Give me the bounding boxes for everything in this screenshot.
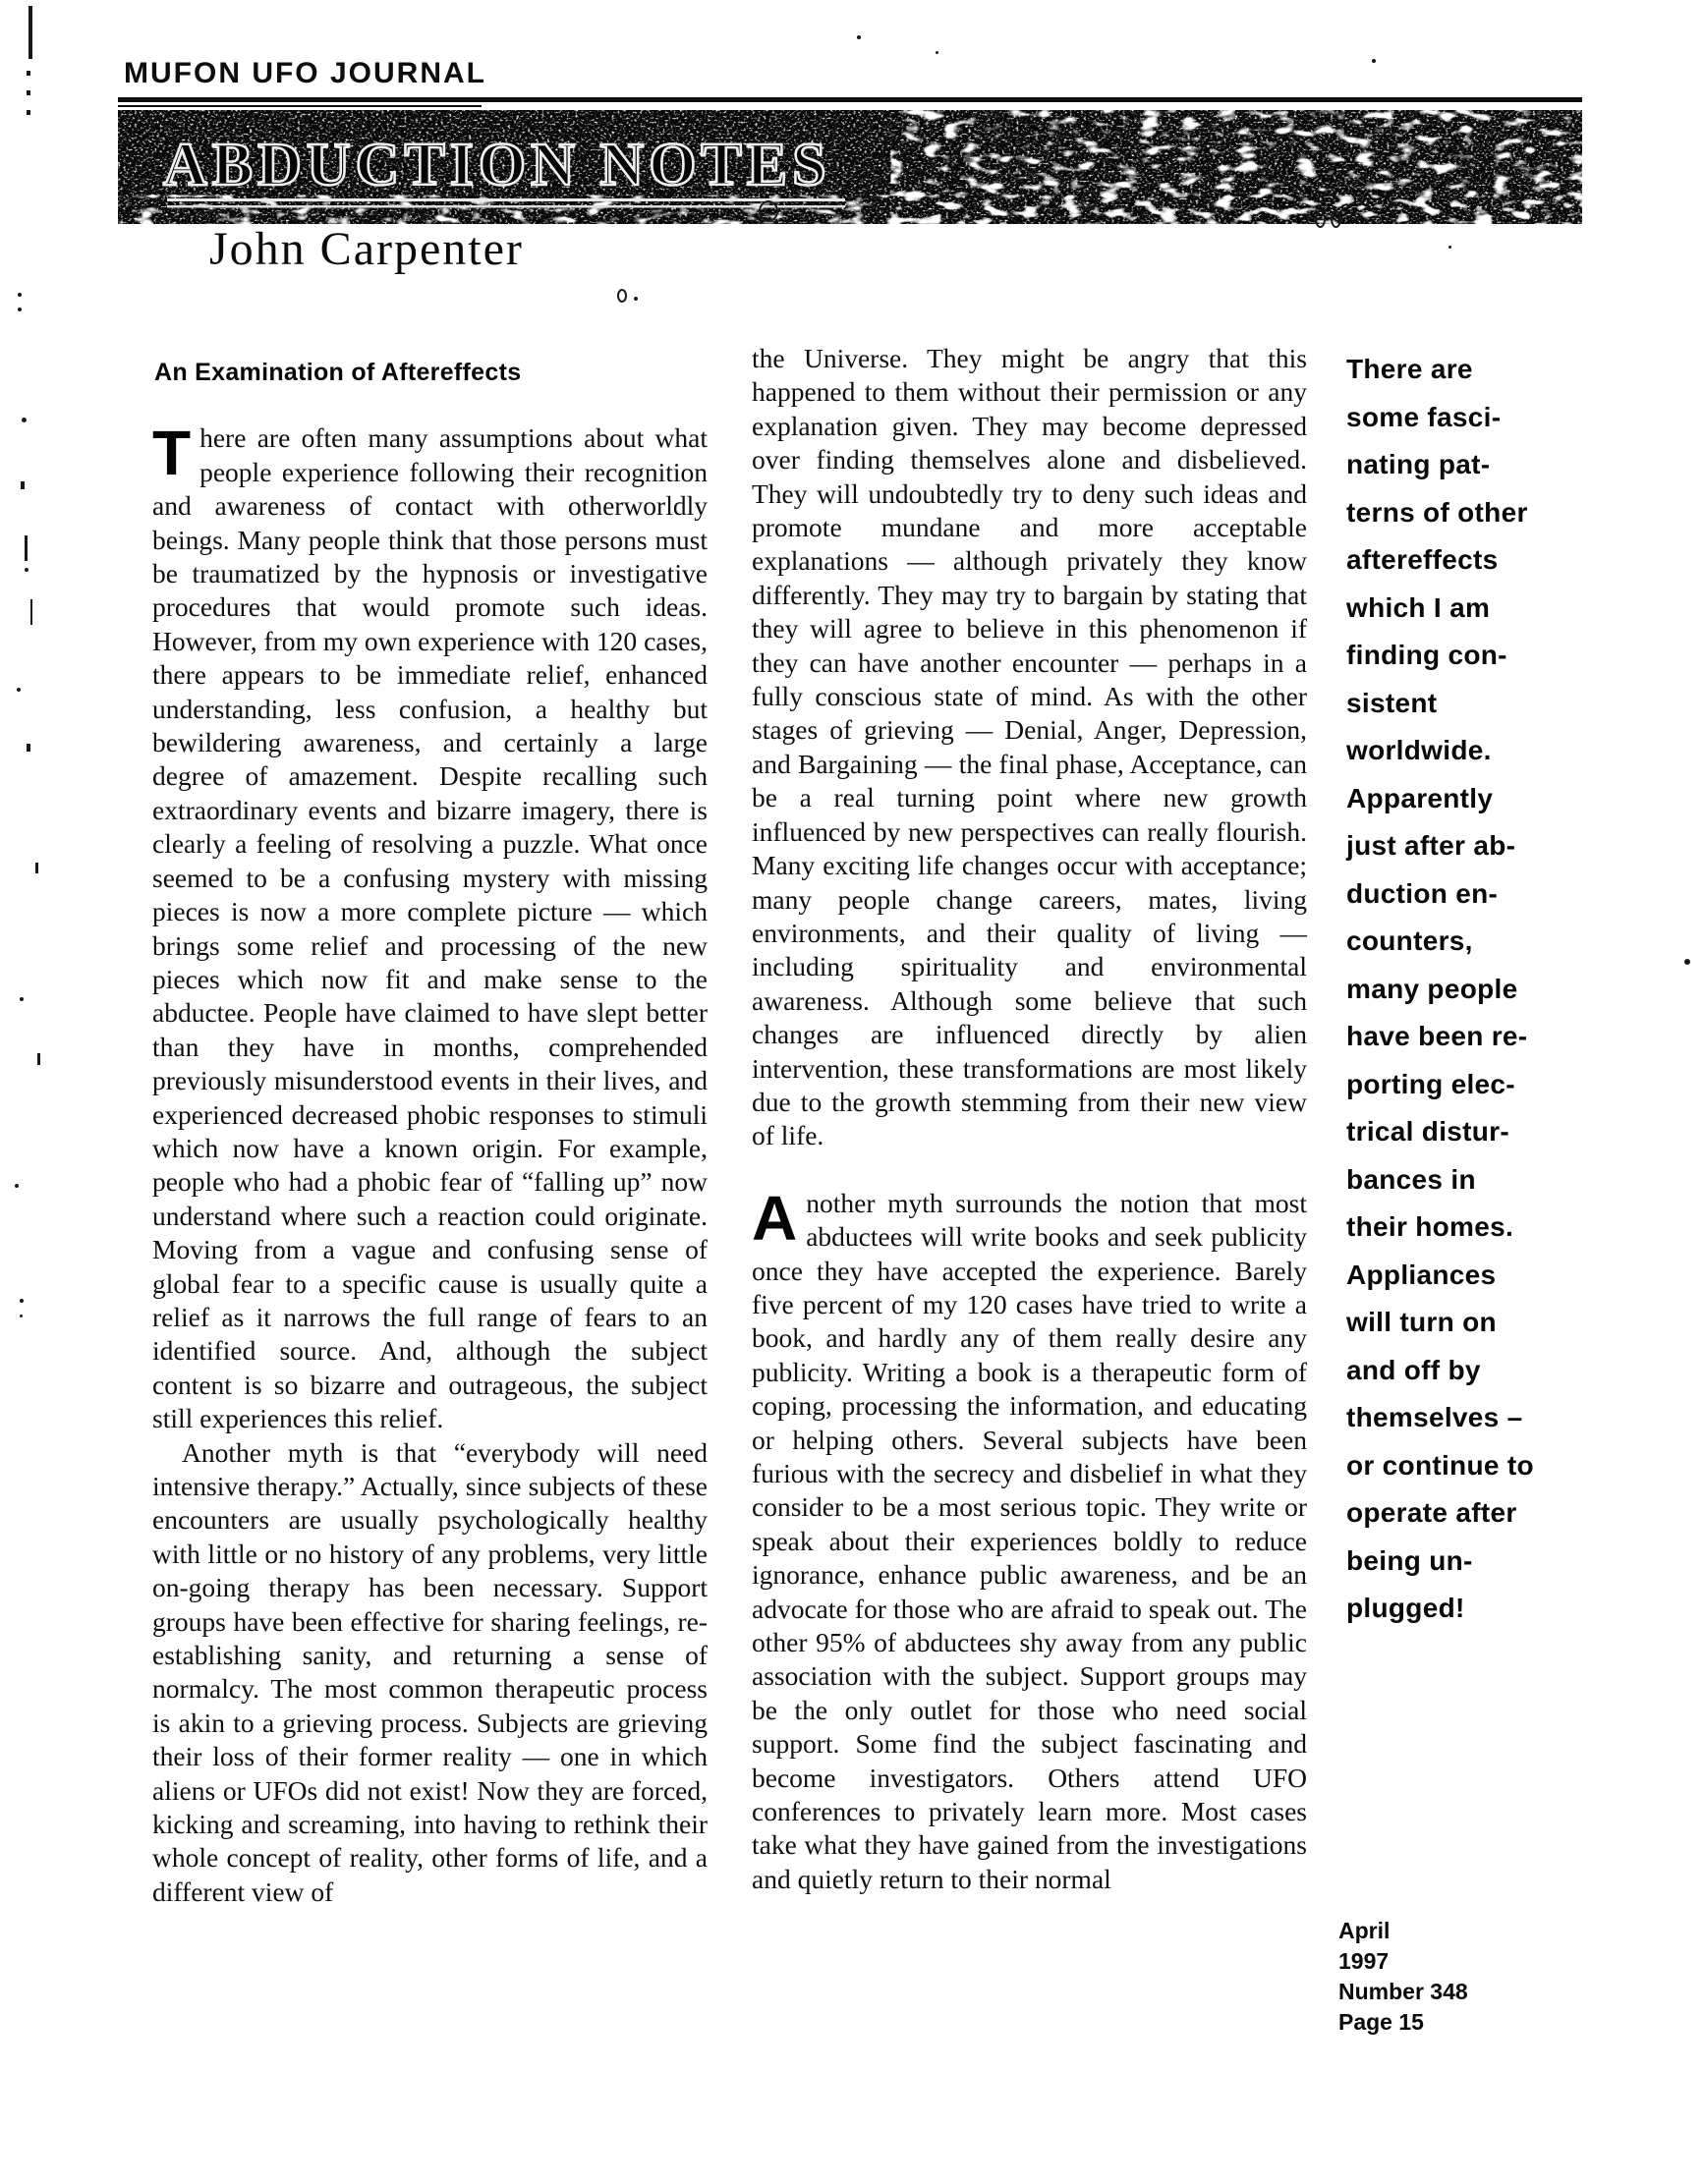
pullquote-line: There are <box>1346 354 1473 384</box>
scan-artifact <box>20 1315 23 1317</box>
pullquote-line: or continue to <box>1346 1449 1534 1481</box>
pullquote-line: trical distur- <box>1346 1116 1510 1147</box>
scan-artifact <box>20 1299 24 1303</box>
scan-artifact <box>37 1053 40 1065</box>
pullquote-line: themselves – <box>1346 1402 1523 1432</box>
pullquote-line: their homes. <box>1346 1211 1514 1242</box>
paragraph <box>752 1182 1307 1897</box>
scan-artifact-circle <box>617 289 627 303</box>
paragraph: Another myth is that “everybody will need intensive therapy.” Actually, since subjects of these encounters are usually psychologically healthy with little or no history of any problems, very little on-going therapy has been necessary. Support groups have been effective for sharing feelings, re-establishing sanity, and returning a sense of normalcy. The most common therapeutic process is akin to a grieving process. Subjects are grieving their loss of their former reality — one in which aliens or UFOs did not exist! Now they are forced, kicking and screaming, into having to rethink their whole concept of reality, other forms of life, and a different view of <box>152 1436 708 1907</box>
pullquote-line: Appliances <box>1346 1259 1497 1290</box>
scan-artifact <box>936 51 938 54</box>
scan-artifact-circle <box>1081 191 1098 210</box>
issue-info <box>1338 1916 1468 2038</box>
pullquote-line: plugged! <box>1346 1593 1465 1623</box>
issue-info-line: Number 348 <box>1338 1979 1468 2004</box>
paragraph-text: nother myth surrounds the notion that most abductees will write books and seek publicity once they have accepted the experience. Barely five percent of my 120 cases have tried to write a book, and hardly any of them really desire any publicity. Writing a book is a therapeutic form of coping, processing the information, and educating or helping others. Several subjects have been furious with the secrecy and disbelief in what they consider to be a most serious topic. They write or speak about their experiences boldly to reduce ignorance, enhance public awareness, and be an advocate for those who are afraid to speak out. The other 95% of abductees shy away from any public association with the subject. Support groups may be the only outlet for those who need social support. Some find the subject fascinating and become investigators. Others attend UFO conferences to privately learn more. Most cases take what they have gained from the investigations and quietly return to their normal <box>752 1187 1307 1894</box>
masthead-rule <box>118 97 1582 102</box>
banner-underline-bottom <box>167 205 845 208</box>
scan-artifact <box>28 6 32 59</box>
masthead-rule-secondary <box>118 105 482 107</box>
scan-artifact <box>27 744 30 752</box>
scan-artifact <box>857 35 861 39</box>
pullquote-line: bances in <box>1346 1163 1476 1195</box>
article-columns <box>152 342 1558 1909</box>
issue-info-line: April <box>1338 1918 1391 1943</box>
pullquote-line: being un- <box>1346 1544 1473 1576</box>
scan-artifact <box>22 418 27 422</box>
scan-artifact <box>30 599 32 625</box>
pullquote-line: just after ab- <box>1346 830 1516 861</box>
scan-artifact <box>18 293 22 297</box>
pullquote-line: worldwide. <box>1346 735 1492 765</box>
pullquote-line: sistent <box>1346 687 1438 718</box>
article-heading: An Examination of Aftereffects <box>154 359 522 386</box>
scan-artifact <box>15 1184 19 1188</box>
scan-artifact <box>17 688 21 692</box>
scan-artifact <box>20 997 24 1001</box>
paragraph <box>152 418 708 1435</box>
banner-title: ABDUCTION NOTES <box>163 132 831 198</box>
banner-underline-top <box>167 198 845 201</box>
section-banner <box>118 110 1582 224</box>
dropcap-t: T <box>152 418 192 489</box>
pullquote-line: which I am <box>1346 591 1491 623</box>
pullquote-line: terns of other <box>1346 496 1528 528</box>
paragraph-text: here are often many assumptions about what people experience following their recognition and awareness of contact with otherworldly beings. Many people think that those persons must be traumatized by the hypnosis or investigative procedures that would promote such ideas. However, from my own experience with 120 cases, there appears to be immediate relief, enhanced understanding, less confusion, a healthy but bewildering awareness, and certainly a large degree of amazement. Despite recalling such extraordinary events and bizarre imagery, there is clearly a feeling of resolving a puzzle. What once seemed to be a confusing mystery with missing pieces is now a more complete picture — which brings some relief and processing of the new pieces which now fit and make sense to the abductee. People have claimed to have slept better than they have in months, comprehended previously misunderstood events in their lives, and experienced decreased phobic responses to stimuli which now have a known origin. For example, people who had a phobic fear of “falling up” now understand where such a reaction could originate. Moving from a vague and confusing sense of global fear to a specific cause is usually quite a relief as it narrows the full range of fears to an identified source. And, although the subject content is so bizarre and outrageous, the subject still experiences this relief. <box>152 422 708 1434</box>
scan-artifact-circle <box>1331 210 1341 228</box>
pullquote-line: counters, <box>1346 925 1473 956</box>
column-1 <box>152 342 708 1909</box>
scan-artifact <box>18 308 22 311</box>
scan-artifact <box>1448 246 1451 249</box>
scan-artifact <box>25 535 28 561</box>
issue-info-line: Page 15 <box>1338 2009 1424 2035</box>
paragraph: the Universe. They might be angry that this happened to them without their permission or any explanation given. They may become depressed over finding themselves alone and disbelieved. They will undoubtedly try to deny such ideas and promote mundane and more acceptable explanations — although privately they know differently. They may try to bargain by stating that they will agree to believe in this phenomenon if they can have another encounter — perhaps in a fully conscious state of mind. As with the other stages of grieving — Denial, Anger, Depression, and Bargaining — the final phase, Acceptance, can be a real turning point where new growth influenced by new perspectives can really flourish. Many exciting life changes occur with acceptance; many people change careers, mates, living environments, and their quality of living — including spirituality and environmental awareness. Although some believe that such changes are influenced directly by alien intervention, these transformations are most likely due to the growth stemming from their new view of life. <box>752 343 1307 1151</box>
pullquote-line: will turn on <box>1346 1307 1497 1337</box>
dropcap-a: A <box>752 1182 798 1254</box>
pullquote-line: many people <box>1346 973 1518 1004</box>
scan-artifact <box>25 568 28 572</box>
pullquote-line: some fasci- <box>1346 401 1502 432</box>
scan-artifact <box>1684 959 1690 965</box>
pullquote-line: nating pat- <box>1346 449 1491 479</box>
journal-title: MUFON UFO JOURNAL <box>124 57 486 89</box>
pullquote-line: Apparently <box>1346 782 1494 813</box>
pullquote-line: porting elec- <box>1346 1068 1515 1099</box>
scan-artifact <box>27 110 30 115</box>
scan-artifact <box>21 481 25 489</box>
scan-artifact <box>35 863 38 873</box>
scan-artifact <box>27 90 30 95</box>
byline-author: John Carpenter <box>209 223 524 275</box>
pullquote-line: operate after <box>1346 1497 1517 1528</box>
issue-info-line: 1997 <box>1338 1948 1390 1974</box>
pullquote-line: duction en- <box>1346 877 1499 909</box>
scan-artifact <box>27 71 30 76</box>
banner-title-art <box>118 110 1101 224</box>
pullquote-line: and off by <box>1346 1354 1481 1385</box>
pullquote <box>1346 342 1558 1909</box>
column-2 <box>752 342 1307 1909</box>
pullquote-line: aftereffects <box>1346 544 1499 575</box>
scan-artifact <box>634 297 638 301</box>
pullquote-line: have been re- <box>1346 1021 1528 1051</box>
scan-artifact-circle <box>759 200 778 222</box>
pullquote-line: finding con- <box>1346 640 1507 670</box>
scan-artifact-circle <box>1315 210 1326 228</box>
scan-artifact <box>1372 59 1376 63</box>
